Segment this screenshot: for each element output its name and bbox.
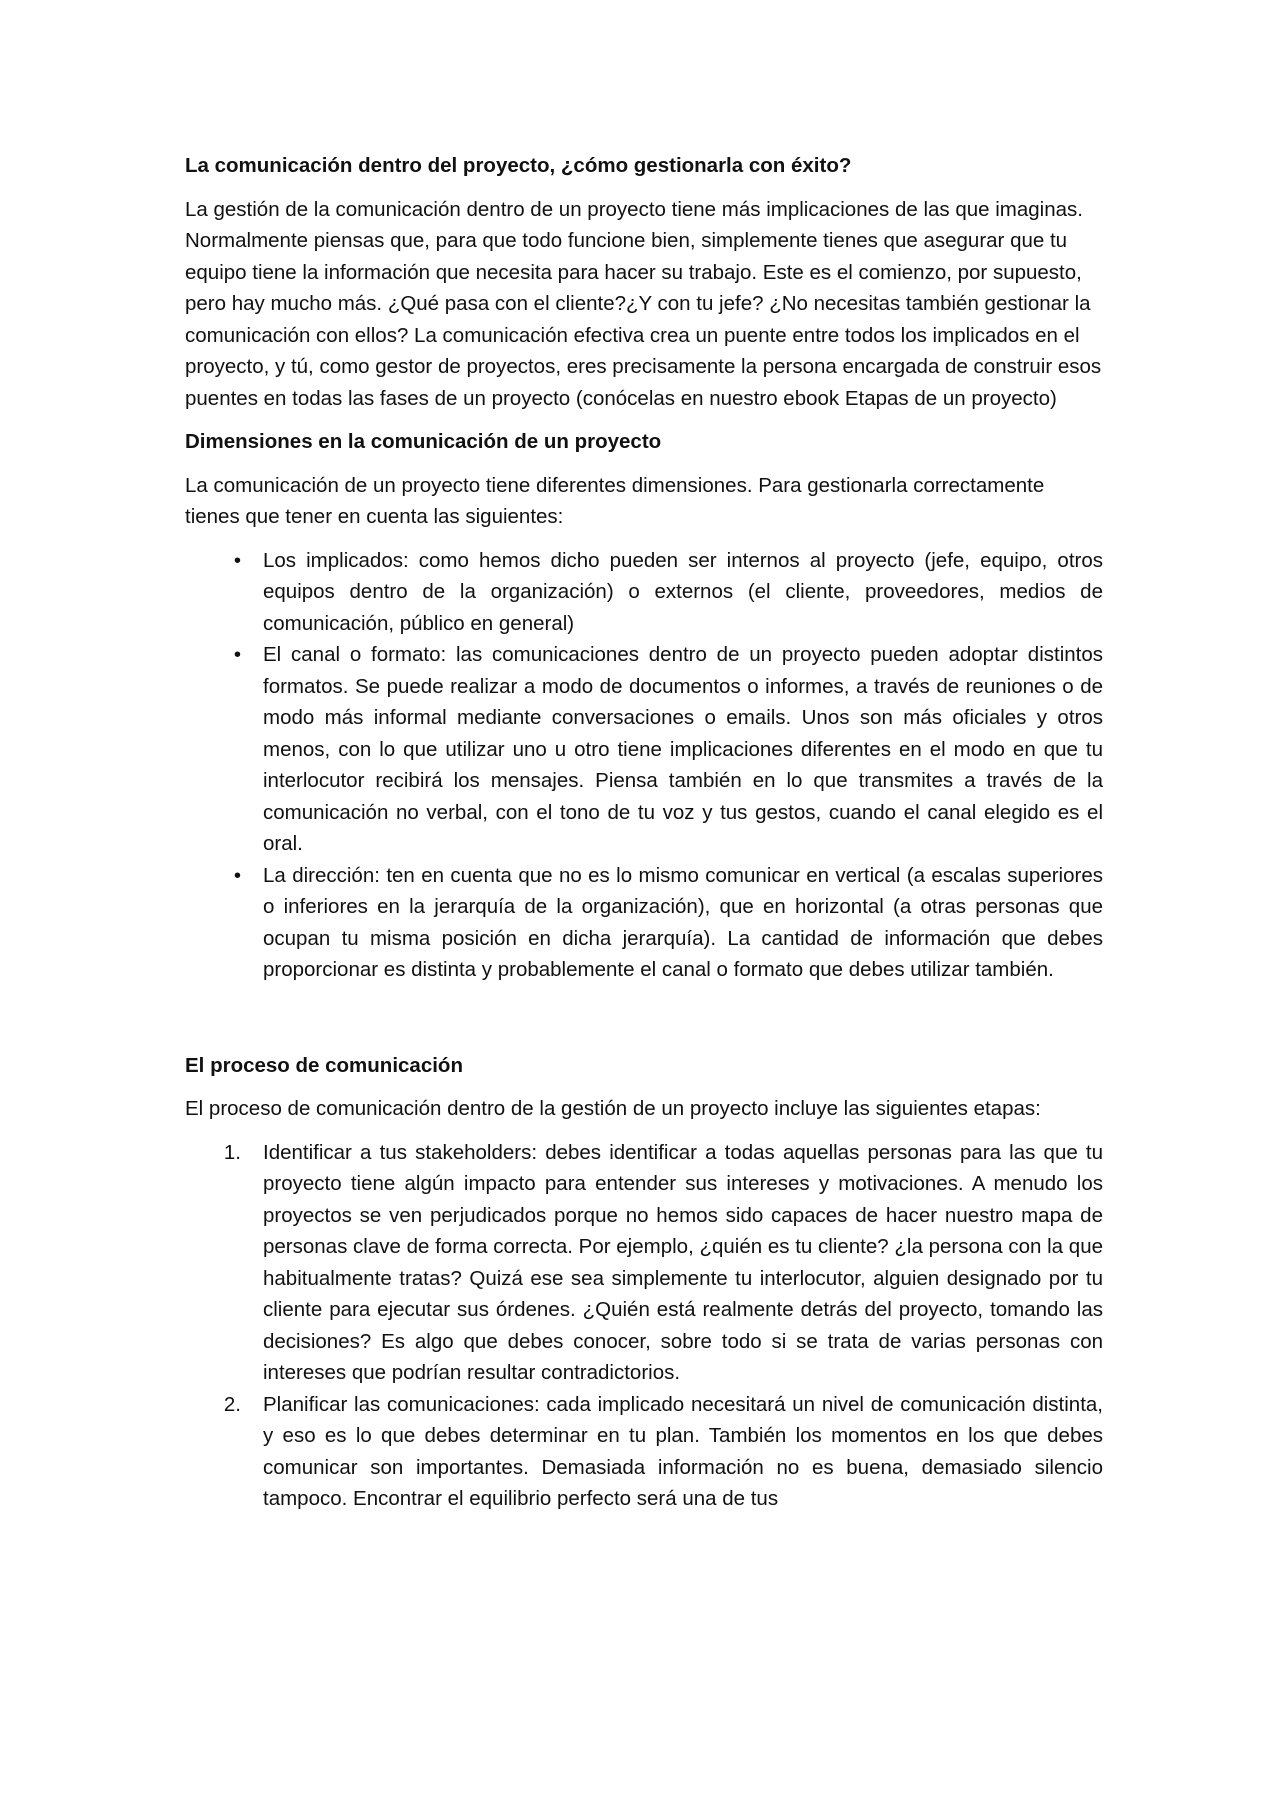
process-intro: El proceso de comunicación dentro de la gestión de un proyecto incluye las siguientes etapas: [185,1097,1041,1120]
step-number: 2. [223,1392,241,1416]
bullet-marker: • [233,548,241,572]
bullet-marker: • [233,643,241,666]
blank-space [185,998,1103,1050]
step-number: 1. [223,1140,241,1164]
bullet-marker: • [233,863,241,887]
document-title: La comunicación dentro del proyecto, ¿cómo gestionarla con éxito? [185,154,852,177]
list-item [185,1389,1103,1515]
list-item [185,545,1103,640]
intro-paragraph: La gestión de la comunicación dentro de un proyecto tiene más implicaciones de las que imaginas. Normalmente piensas que, para que todo funcione bien, simplemente tienes que asegurar que tu equipo tiene la información que necesita para hacer su trabajo. Este es el comienzo, por supuesto, pero hay mucho más. ¿Qué pasa con el cliente?¿Y con tu jefe? ¿No necesitas también gestionar la comunicación con ellos? La comunicación efectiva crea un puente entre todos los implicados en el proyecto, y tú, como gestor de proyectos, eres precisamente la persona encargada de construir esos puentes en todas las fases de un proyecto (conócelas en nuestro ebook Etapas de un proyecto) [185,197,1102,410]
list-item-text: La dirección: ten en cuenta que no es lo mismo comunicar en vertical (a escalas superiores o inferiores en la jerarquía de la organización), que en horizontal (a otras personas que ocupan tu misma posición en dicha jerarquía). La cantidad de información que debes proporcionar es distinta y probablemente el canal o formato que debes utilizar también. [263,863,1103,981]
list-item [185,860,1103,986]
dimensions-list [185,545,1103,986]
list-item-text: Planificar las comunicaciones: cada implicado necesitará un nivel de comunicación distinta, y eso es lo que debes determinar en tu plan. También los momentos en los que debes comunicar son importantes. Demasiada información no es buena, demasiado silencio tampoco. Encontrar el equilibrio perfecto será una de tus [263,1392,1103,1510]
document-page [185,150,1103,1527]
list-item [185,1137,1103,1389]
list-item-text: Identificar a tus stakeholders: debes identificar a todas aquellas personas para las que tu proyecto tiene algún impacto para entender sus intereses y motivaciones. A menudo los proyectos se ven perjudicados porque no hemos sido capaces de hacer nuestro mapa de personas clave de forma correcta. Por ejemplo, ¿quién es tu cliente? ¿la persona con la que habitualmente tratas? Quizá ese sea simplemente tu interlocutor, alguien designado por tu cliente para ejecutar sus órdenes. ¿Quién está realmente detrás del proyecto, tomando las decisiones? Es algo que debes conocer, sobre todo si se trata de varias personas con intereses que podrían resultar contradictorios. [263,1140,1103,1384]
section-heading-dimensions: Dimensiones en la comunicación de un proyecto [185,430,662,453]
dimensions-intro: La comunicación de un proyecto tiene diferentes dimensiones. Para gestionarla correctamente tienes que tener en cuenta las siguientes: [185,473,1045,528]
list-item [185,639,1103,860]
section-heading-process: El proceso de comunicación [185,1053,463,1077]
list-item-text: El canal o formato: las comunicaciones dentro de un proyecto pueden adoptar distintos formatos. Se puede realizar a modo de documentos o informes, a través de reuniones o de modo más informal mediante conversaciones o emails. Unos son más oficiales y otros menos, con lo que utilizar uno u otro tiene implicaciones diferentes en el modo en que tu interlocutor recibirá los mensajes. Piensa también en lo que transmites a través de la comunicación no verbal, con el tono de tu voz y tus gestos, cuando el canal elegido es el oral. [263,643,1103,855]
list-item-text: Los implicados: como hemos dicho pueden ser internos al proyecto (jefe, equipo, otros equipos dentro de la organización) o externos (el cliente, proveedores, medios de comunicación, público en general) [263,548,1103,635]
process-steps-list [185,1137,1103,1515]
